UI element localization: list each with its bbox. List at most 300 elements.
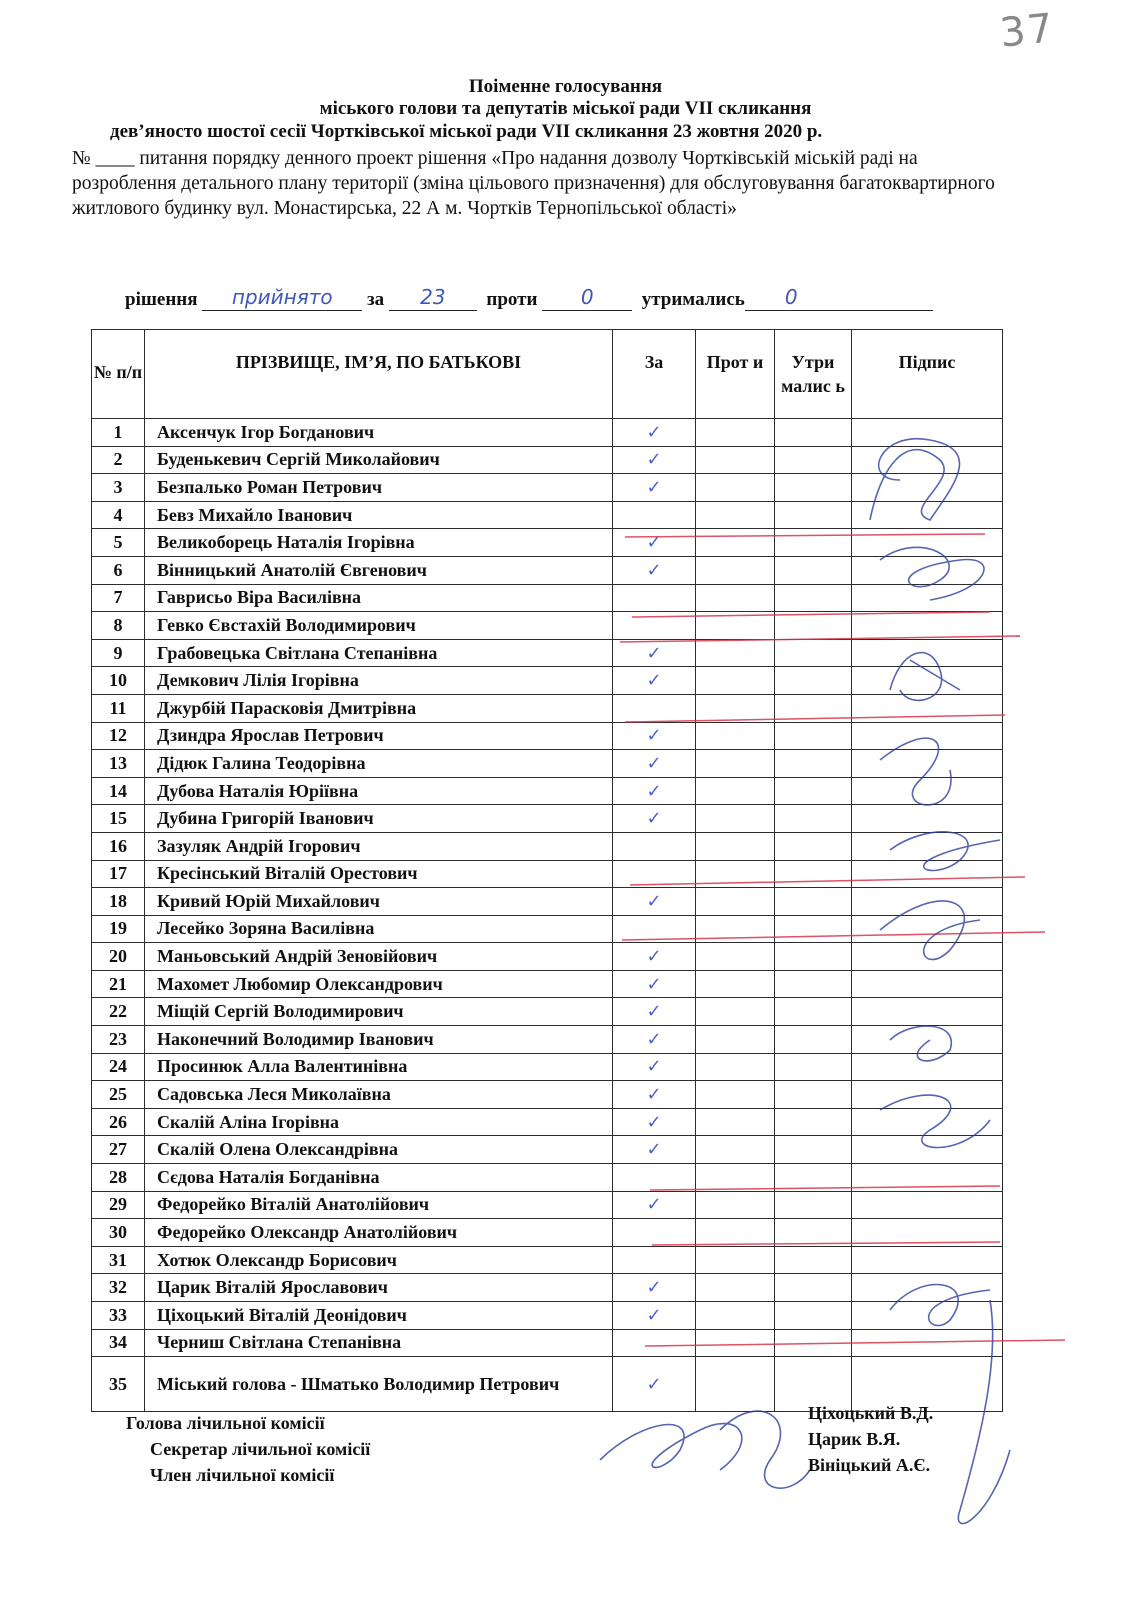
deputy-name: Черниш Світлана Степанівна: [145, 1329, 613, 1357]
commission-head-label: Голова лічильної комісії: [126, 1413, 325, 1433]
row-number: 32: [92, 1274, 145, 1302]
row-number: 17: [92, 860, 145, 888]
row-number: 31: [92, 1246, 145, 1274]
vote-abstained-cell: [775, 805, 852, 833]
signature-cell: [852, 501, 1003, 529]
deputy-name: Демкович Лілія Ігорівна: [145, 667, 613, 695]
table-row: [92, 915, 1003, 943]
row-number: 29: [92, 1191, 145, 1219]
vote-for-cell: [613, 1246, 696, 1274]
roll-call-table: [91, 329, 1003, 1412]
document-subtitle: міського голови та депутатів міської ради VII скликання: [319, 98, 812, 119]
deputy-name: Дідюк Галина Теодорівна: [145, 750, 613, 778]
table-row: [92, 1164, 1003, 1192]
header-proty: Прот и: [696, 330, 775, 419]
document-title: Поіменне голосування: [468, 76, 663, 97]
row-number: 20: [92, 943, 145, 971]
commission-members: [808, 1400, 933, 1478]
vote-abstained-cell: [775, 667, 852, 695]
vote-for-cell: [613, 750, 696, 778]
deputy-name: Грабовецька Світлана Степанівна: [145, 639, 613, 667]
signature-cell: [852, 860, 1003, 888]
vote-against-cell: [696, 1191, 775, 1219]
commission-member-name: Ціхоцький В.Д.: [808, 1403, 934, 1423]
table-row: [92, 777, 1003, 805]
vote-for-cell: [613, 970, 696, 998]
table-row: [92, 860, 1003, 888]
vote-against-cell: [696, 1329, 775, 1357]
checkmark-icon: ✓: [646, 752, 662, 774]
signature-cell: [852, 943, 1003, 971]
signature-cell: [852, 888, 1003, 916]
deputy-name: Дубина Григорій Іванович: [145, 805, 613, 833]
deputy-name: Гаврисьо Віра Василівна: [145, 584, 613, 612]
header-utrymalys: Утри малис ь: [775, 330, 852, 419]
vote-for-cell: [613, 1108, 696, 1136]
signature-cell: [852, 998, 1003, 1026]
vote-abstained-cell: [775, 1164, 852, 1192]
vote-against-cell: [696, 1302, 775, 1330]
vote-against-cell: [696, 943, 775, 971]
deputy-name: Вінницький Анатолій Євгенович: [145, 556, 613, 584]
vote-for-cell: [613, 722, 696, 750]
table-row: [92, 419, 1003, 447]
deputy-name: Великоборець Наталія Ігорівна: [145, 529, 613, 557]
vote-for-cell: [613, 888, 696, 916]
deputy-name: Буденькевич Сергій Миколайович: [145, 446, 613, 474]
header-za: За: [613, 330, 696, 419]
deputy-name: Лесейко Зоряна Василівна: [145, 915, 613, 943]
vote-for-cell: [613, 667, 696, 695]
signature-cell: [852, 612, 1003, 640]
row-number: 34: [92, 1329, 145, 1357]
row-number: 22: [92, 998, 145, 1026]
vote-abstained-cell: [775, 1329, 852, 1357]
deputy-name: Ціхоцький Віталій Деонідович: [145, 1302, 613, 1330]
checkmark-icon: ✓: [646, 559, 662, 581]
row-number: 27: [92, 1136, 145, 1164]
signature-cell: [852, 1302, 1003, 1330]
commission-member-label: Член лічильної комісії: [150, 1465, 335, 1485]
row-number: 23: [92, 1026, 145, 1054]
against-value: 0: [580, 285, 594, 309]
deputy-name: Сєдова Наталія Богданівна: [145, 1164, 613, 1192]
signature-10: [600, 1424, 742, 1470]
row-number: 4: [92, 501, 145, 529]
deputy-name: Аксенчук Ігор Богданович: [145, 419, 613, 447]
vote-abstained-cell: [775, 722, 852, 750]
deputy-name: Зазуляк Андрій Ігорович: [145, 832, 613, 860]
vote-against-cell: [696, 777, 775, 805]
table-row: [92, 1136, 1003, 1164]
vote-abstained-cell: [775, 1081, 852, 1109]
signature-cell: [852, 584, 1003, 612]
against-label: проти: [486, 289, 538, 310]
table-row: [92, 1081, 1003, 1109]
decision-value: прийнято: [231, 285, 333, 309]
for-value: 23: [420, 285, 446, 309]
checkmark-icon: ✓: [646, 642, 662, 664]
vote-against-cell: [696, 556, 775, 584]
deputy-name: Махомет Любомир Олександрович: [145, 970, 613, 998]
abstained-value: 0: [784, 285, 798, 309]
vote-for-cell: [613, 556, 696, 584]
signature-cell: [852, 1219, 1003, 1247]
checkmark-icon: ✓: [646, 946, 662, 968]
deputy-name: Наконечний Володимир Іванович: [145, 1026, 613, 1054]
signature-cell: [852, 1191, 1003, 1219]
for-blank: [389, 285, 477, 311]
table-row: [92, 1053, 1003, 1081]
checkmark-icon: ✓: [646, 780, 662, 802]
row-number: 25: [92, 1081, 145, 1109]
table-row: [92, 970, 1003, 998]
row-number: 14: [92, 777, 145, 805]
vote-against-cell: [696, 1219, 775, 1247]
checkmark-icon: ✓: [646, 670, 662, 692]
checkmark-icon: ✓: [646, 1139, 662, 1161]
vote-abstained-cell: [775, 501, 852, 529]
row-number: 10: [92, 667, 145, 695]
vote-abstained-cell: [775, 1026, 852, 1054]
signature-cell: [852, 1053, 1003, 1081]
vote-abstained-cell: [775, 474, 852, 502]
deputy-name: Бевз Михайло Іванович: [145, 501, 613, 529]
checkmark-icon: ✓: [646, 890, 662, 912]
vote-abstained-cell: [775, 639, 852, 667]
vote-against-cell: [696, 501, 775, 529]
vote-abstained-cell: [775, 584, 852, 612]
deputy-name: Скалій Олена Олександрівна: [145, 1136, 613, 1164]
vote-against-cell: [696, 1274, 775, 1302]
header-name: ПРІЗВИЩЕ, ІМ’Я, ПО БАТЬКОВІ: [145, 330, 613, 419]
deputy-name: Кресінський Віталій Орестович: [145, 860, 613, 888]
vote-against-cell: [696, 1026, 775, 1054]
vote-for-cell: [613, 860, 696, 888]
checkmark-icon: ✓: [646, 1028, 662, 1050]
against-blank: [542, 285, 632, 311]
vote-abstained-cell: [775, 750, 852, 778]
row-number: 3: [92, 474, 145, 502]
vote-for-cell: [613, 998, 696, 1026]
row-number: 12: [92, 722, 145, 750]
vote-for-cell: [613, 1219, 696, 1247]
vote-abstained-cell: [775, 888, 852, 916]
signature-cell: [852, 1026, 1003, 1054]
row-number: 35: [92, 1357, 145, 1412]
vote-for-cell: [613, 501, 696, 529]
table-row: [92, 1302, 1003, 1330]
signature-cell: [852, 667, 1003, 695]
signature-cell: [852, 419, 1003, 447]
row-number: 24: [92, 1053, 145, 1081]
table-row: [92, 474, 1003, 502]
vote-abstained-cell: [775, 694, 852, 722]
table-row: [92, 1026, 1003, 1054]
vote-against-cell: [696, 612, 775, 640]
checkmark-icon: ✓: [646, 1111, 662, 1133]
deputy-name: Федорейко Віталій Анатолійович: [145, 1191, 613, 1219]
signature-cell: [852, 750, 1003, 778]
vote-against-cell: [696, 1136, 775, 1164]
table-row: [92, 805, 1003, 833]
vote-for-cell: [613, 1136, 696, 1164]
vote-for-cell: [613, 694, 696, 722]
commission-member-name: Царик В.Я.: [808, 1429, 901, 1449]
vote-against-cell: [696, 419, 775, 447]
agenda-item-text: № ____ питання порядку денного проект рішення «Про надання дозволу Чортківській міській раді на розроблення детального плану території (зміна цільового призначення) для обслуговування багатоквартирного житлового будинку вул. Монастирська, 22 А м. Чортків Тернопільської області»: [72, 148, 995, 219]
vote-for-cell: [613, 1191, 696, 1219]
vote-against-cell: [696, 529, 775, 557]
table-row: [92, 612, 1003, 640]
row-number: 11: [92, 694, 145, 722]
vote-against-cell: [696, 750, 775, 778]
vote-against-cell: [696, 888, 775, 916]
vote-against-cell: [696, 722, 775, 750]
row-number: 16: [92, 832, 145, 860]
row-number: 21: [92, 970, 145, 998]
table-row: [92, 639, 1003, 667]
row-number: 2: [92, 446, 145, 474]
table-row: [92, 529, 1003, 557]
vote-for-cell: [613, 446, 696, 474]
table-row: [92, 556, 1003, 584]
vote-abstained-cell: [775, 1053, 852, 1081]
table-row: [92, 584, 1003, 612]
deputy-name: Скалій Аліна Ігорівна: [145, 1108, 613, 1136]
vote-for-cell: [613, 832, 696, 860]
decision-blank: [202, 285, 362, 311]
vote-abstained-cell: [775, 1219, 852, 1247]
vote-for-cell: [613, 419, 696, 447]
deputy-name: Гевко Євстахій Володимирович: [145, 612, 613, 640]
row-number: 26: [92, 1108, 145, 1136]
table-row: [92, 888, 1003, 916]
row-number: 1: [92, 419, 145, 447]
deputy-name: Дубова Наталія Юріївна: [145, 777, 613, 805]
row-number: 33: [92, 1302, 145, 1330]
vote-against-cell: [696, 667, 775, 695]
deputy-name: Міський голова - Шматько Володимир Петрович: [145, 1357, 613, 1412]
vote-for-cell: [613, 915, 696, 943]
vote-for-cell: [613, 1026, 696, 1054]
vote-against-cell: [696, 639, 775, 667]
vote-against-cell: [696, 998, 775, 1026]
checkmark-icon: ✓: [646, 1373, 662, 1395]
vote-abstained-cell: [775, 446, 852, 474]
table-header-row: [92, 330, 1003, 419]
header-pidpys: Підпис: [852, 330, 1003, 419]
decision-line: [125, 285, 933, 311]
deputy-name: Садовська Леся Миколаївна: [145, 1081, 613, 1109]
signature-cell: [852, 777, 1003, 805]
vote-against-cell: [696, 1108, 775, 1136]
table-row: [92, 1246, 1003, 1274]
table-row: [92, 1108, 1003, 1136]
signature-cell: [852, 1108, 1003, 1136]
vote-abstained-cell: [775, 556, 852, 584]
table-row: [92, 722, 1003, 750]
signature-cell: [852, 805, 1003, 833]
vote-for-cell: [613, 1053, 696, 1081]
row-number: 15: [92, 805, 145, 833]
decision-label: рішення: [125, 289, 198, 310]
header-num: № п/п: [92, 330, 145, 419]
vote-for-cell: [613, 1329, 696, 1357]
table-row: [92, 943, 1003, 971]
checkmark-icon: ✓: [646, 421, 662, 443]
vote-against-cell: [696, 584, 775, 612]
checkmark-icon: ✓: [646, 532, 662, 554]
for-label: за: [367, 289, 385, 310]
vote-for-cell: [613, 584, 696, 612]
vote-abstained-cell: [775, 777, 852, 805]
row-number: 18: [92, 888, 145, 916]
deputy-name: Маньовський Андрій Зеновійович: [145, 943, 613, 971]
table-row: [92, 694, 1003, 722]
signature-cell: [852, 529, 1003, 557]
vote-against-cell: [696, 915, 775, 943]
vote-against-cell: [696, 694, 775, 722]
vote-abstained-cell: [775, 1191, 852, 1219]
vote-abstained-cell: [775, 419, 852, 447]
vote-for-cell: [613, 612, 696, 640]
deputy-name: Просинюк Алла Валентинівна: [145, 1053, 613, 1081]
vote-for-cell: [613, 529, 696, 557]
signature-cell: [852, 1164, 1003, 1192]
abstained-label: утримались: [641, 289, 745, 310]
vote-against-cell: [696, 474, 775, 502]
checkmark-icon: ✓: [646, 1056, 662, 1078]
signature-cell: [852, 556, 1003, 584]
vote-abstained-cell: [775, 612, 852, 640]
vote-abstained-cell: [775, 1302, 852, 1330]
vote-abstained-cell: [775, 998, 852, 1026]
deputy-name: Джурбій Парасковія Дмитрівна: [145, 694, 613, 722]
signature-cell: [852, 970, 1003, 998]
vote-against-cell: [696, 446, 775, 474]
row-number: 5: [92, 529, 145, 557]
table-row: [92, 1219, 1003, 1247]
row-number: 13: [92, 750, 145, 778]
checkmark-icon: ✓: [646, 973, 662, 995]
table-row: [92, 1191, 1003, 1219]
signature-cell: [852, 694, 1003, 722]
vote-for-cell: [613, 1081, 696, 1109]
table-row: [92, 998, 1003, 1026]
checkmark-icon: ✓: [646, 1304, 662, 1326]
checkmark-icon: ✓: [646, 1194, 662, 1216]
vote-against-cell: [696, 1164, 775, 1192]
table-row: [92, 832, 1003, 860]
vote-abstained-cell: [775, 1136, 852, 1164]
table-row: [92, 667, 1003, 695]
row-number: 30: [92, 1219, 145, 1247]
signature-cell: [852, 1136, 1003, 1164]
deputy-name: Безпалько Роман Петрович: [145, 474, 613, 502]
vote-for-cell: [613, 777, 696, 805]
vote-abstained-cell: [775, 1274, 852, 1302]
commission-secretary-label: Секретар лічильної комісії: [150, 1439, 371, 1459]
vote-abstained-cell: [775, 915, 852, 943]
vote-for-cell: [613, 1302, 696, 1330]
vote-against-cell: [696, 970, 775, 998]
row-number: 19: [92, 915, 145, 943]
deputy-name: Федорейко Олександр Анатолійович: [145, 1219, 613, 1247]
checkmark-icon: ✓: [646, 449, 662, 471]
vote-for-cell: [613, 1357, 696, 1412]
signature-cell: [852, 1081, 1003, 1109]
table-row: [92, 750, 1003, 778]
checkmark-icon: ✓: [646, 725, 662, 747]
vote-for-cell: [613, 1164, 696, 1192]
vote-for-cell: [613, 943, 696, 971]
signature-cell: [852, 722, 1003, 750]
row-number: 6: [92, 556, 145, 584]
vote-abstained-cell: [775, 970, 852, 998]
deputy-name: Царик Віталій Ярославович: [145, 1274, 613, 1302]
signature-cell: [852, 1329, 1003, 1357]
vote-against-cell: [696, 1246, 775, 1274]
abstained-blank: [745, 285, 933, 311]
signature-11: [720, 1411, 810, 1488]
deputy-name: Хотюк Олександр Борисович: [145, 1246, 613, 1274]
vote-for-cell: [613, 474, 696, 502]
vote-for-cell: [613, 1274, 696, 1302]
checkmark-icon: ✓: [646, 1001, 662, 1023]
handwritten-page-number: 37: [997, 5, 1058, 57]
table-row: [92, 1274, 1003, 1302]
vote-abstained-cell: [775, 529, 852, 557]
commission-member-name: Вініцький А.Є.: [808, 1455, 931, 1475]
vote-against-cell: [696, 1357, 775, 1412]
vote-abstained-cell: [775, 832, 852, 860]
signature-cell: [852, 915, 1003, 943]
table-body: [92, 419, 1003, 1412]
checkmark-icon: ✓: [646, 1084, 662, 1106]
checkmark-icon: ✓: [646, 476, 662, 498]
signature-cell: [852, 832, 1003, 860]
vote-against-cell: [696, 860, 775, 888]
table-row: [92, 1329, 1003, 1357]
vote-abstained-cell: [775, 943, 852, 971]
row-number: 8: [92, 612, 145, 640]
signature-cell: [852, 474, 1003, 502]
vote-against-cell: [696, 805, 775, 833]
vote-for-cell: [613, 639, 696, 667]
vote-abstained-cell: [775, 1108, 852, 1136]
row-number: 28: [92, 1164, 145, 1192]
signature-cell: [852, 1246, 1003, 1274]
vote-against-cell: [696, 832, 775, 860]
signature-cell: [852, 446, 1003, 474]
vote-for-cell: [613, 805, 696, 833]
table-row: [92, 446, 1003, 474]
deputy-name: Міщій Сергій Володимирович: [145, 998, 613, 1026]
vote-against-cell: [696, 1081, 775, 1109]
row-number: 7: [92, 584, 145, 612]
table-row: [92, 501, 1003, 529]
row-number: 9: [92, 639, 145, 667]
vote-abstained-cell: [775, 860, 852, 888]
checkmark-icon: ✓: [646, 808, 662, 830]
vote-against-cell: [696, 1053, 775, 1081]
checkmark-icon: ✓: [646, 1277, 662, 1299]
session-line: дев’яносто шостої сесії Чортківської міської ради VII скликання 23 жовтня 2020 р.: [110, 121, 823, 142]
signature-cell: [852, 639, 1003, 667]
vote-abstained-cell: [775, 1246, 852, 1274]
deputy-name: Кривий Юрій Михайлович: [145, 888, 613, 916]
